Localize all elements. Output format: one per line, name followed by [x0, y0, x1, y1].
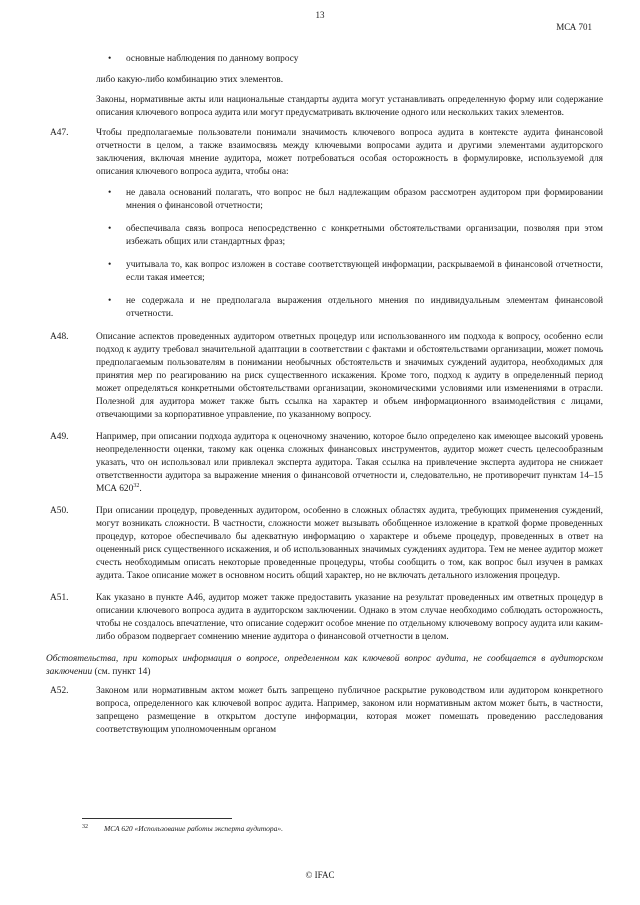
footnote-number: 32	[82, 824, 88, 830]
paragraph-text	[96, 431, 603, 496]
bullet-item	[96, 259, 603, 285]
page-number: 13	[315, 10, 325, 20]
bullet-icon: •	[108, 188, 112, 198]
paragraph-body: Например, при описании подхода аудитора к оценочному значению, которое было определено как имеющее высокий уровень неопределенности оценки, такому как оценка сложных финансовых инструментов, аудитор может счесть целесообразным указать, что он использовал или привлекал эксперта аудитора. Такая ссылка на привлечение эксперта аудитора не снижает ответственности аудитора за выражение мнения о финансовой отчетности и, следовательно, не противоречит пунктам 14–15 МСА 620	[96, 432, 603, 494]
footnote-divider	[82, 818, 232, 819]
section-heading-title: Обстоятельства, при которых информация о вопросе, определенном как ключевой вопрос аудита, не сообщается в аудиторском заключении	[46, 654, 603, 677]
intro-line: либо какую-либо комбинацию этих элементов.	[96, 75, 284, 85]
paragraph-a52	[50, 685, 603, 737]
standard-code: МСА 701	[556, 22, 592, 32]
bullet-icon: •	[108, 54, 112, 64]
paragraph-a48	[50, 331, 603, 422]
bullet-item	[96, 295, 603, 321]
paragraph-text: Описание аспектов проведенных аудитором ответных процедур или использованного им подхода к вопросу, особенно если подход к аудиту требовал значительной адаптации в соответствии с фактами и обстоятельствами организации, может помочь предполагаемым пользователям в понимании необычных обстоятельств и значимых суждений аудитора, необходимых для принятия мер по реагированию на риск существенного искажения. Кроме того, подход к аудиту в определенный период может определяться конкретными обстоятельствами организации, экономическими условиями или изменениями в отрасли. Полезной для аудитора может также быть ссылка на характер и объем информационного взаимодействия с лицами, отвечающими за корпоративное управление, по указанному вопросу.	[96, 332, 603, 420]
paragraph-text: Как указано в пункте A46, аудитор может также предоставить указание на результат проведенных им ответных процедур в описании ключевого вопроса аудита в аудиторском заключении. Однако в этом случае необходимо соблюдать осторожность, чтобы не создалось впечатление, что описание содержит особое мнение по отдельному ключевому вопросу аудита или каким-либо образом подвергает сомнению мнение аудитора о финансовой отчетности в целом.	[96, 593, 603, 642]
paragraph-end: .	[139, 484, 142, 494]
paragraph-number: A47.	[50, 128, 69, 138]
bullet-text: не давала оснований полагать, что вопрос не был надлежащим образом рассмотрен аудитором при формировании мнения о финансовой отчетности;	[126, 188, 603, 211]
paragraph-a47	[50, 127, 603, 321]
bullet-list	[96, 187, 603, 321]
paragraph-a49	[50, 431, 603, 496]
footnote-text: МСА 620 «Использование работы эксперта аудитора».	[104, 824, 284, 833]
section-heading-ref: (см. пункт 14)	[92, 667, 151, 677]
bullet-text: учитывала то, как вопрос изложен в составе соответствующей информации, раскрываемой в финансовой отчетности, если такая имеется;	[126, 260, 603, 283]
paragraph-a51	[50, 592, 603, 644]
paragraph-number: A50.	[50, 506, 69, 516]
bullet-text: не содержала и не предполагала выражения отдельного мнения по индивидуальным элементам финансовой отчетности.	[126, 296, 603, 319]
bullet-item	[96, 53, 603, 66]
bullet-text: основные наблюдения по данному вопросу	[126, 54, 299, 64]
paragraph-number: A49.	[50, 432, 69, 442]
paragraph-text: Чтобы предполагаемые пользователи понимали значимость ключевого вопроса аудита в контексте аудита финансовой отчетности в целом, а также взаимосвязь между ключевыми вопросами аудита и другими элементами аудиторского заключения, включая мнение аудитора, может потребоваться особая осторожность в формулировке, используемой для описания ключевого вопроса аудита, чтобы она:	[96, 128, 603, 177]
paragraph-number: A48.	[50, 332, 69, 342]
bullet-icon: •	[108, 260, 112, 270]
intro-paragraph: Законы, нормативные акты или национальные стандарты аудита могут устанавливать определенную форму или содержание описания ключевого вопроса аудита или могут предусматривать включение одного или нескольких таких элементов.	[96, 95, 603, 118]
bullet-item	[96, 187, 603, 213]
bullet-item	[96, 223, 603, 249]
bullet-icon: •	[108, 224, 112, 234]
bullet-text: обеспечивала связь вопроса непосредственно с конкретными обстоятельствами организации, позволяя при этом избежать общих или стандартных фраз;	[126, 224, 603, 247]
page-content	[46, 53, 603, 746]
paragraph-number: A51.	[50, 593, 69, 603]
paragraph-a50	[50, 505, 603, 583]
copyright-footer: © IFAC	[305, 870, 335, 880]
footnote	[82, 824, 283, 833]
paragraph-text: Законом или нормативным актом может быть запрещено публичное раскрытие руководством или аудитором конкретного вопроса, определенного как ключевой вопрос аудита. Например, законом или нормативным актом может быть, в частности, запрещено размещение в открытом доступе информации, которая может помешать проведению расследования соответствующим уполномоченным органом	[96, 686, 603, 735]
bullet-icon: •	[108, 296, 112, 306]
footnote-reference[interactable]: 32	[133, 482, 140, 489]
paragraph-number: A52.	[50, 686, 69, 696]
section-heading	[46, 653, 603, 679]
paragraph-text: При описании процедур, проведенных аудитором, особенно в сложных областях аудита, требующих применения суждений, могут возникать сложности. В частности, сложности может вызывать обобщенное изложение в краткой форме проведенных процедур, которое обеспечивало бы адекватную информацию о характере и объеме процедур, проведенных в ответ на оцененный риск существенного искажения, и об использованных значимых суждениях аудитора. Тем не менее аудитор может счесть необходимым описать некоторые проведенные процедуры, чтобы сообщить о том, как вопрос был изучен в рамках аудита. Такое описание может в основном носить общий характер, но не включать детального изложения процедур.	[96, 506, 603, 581]
